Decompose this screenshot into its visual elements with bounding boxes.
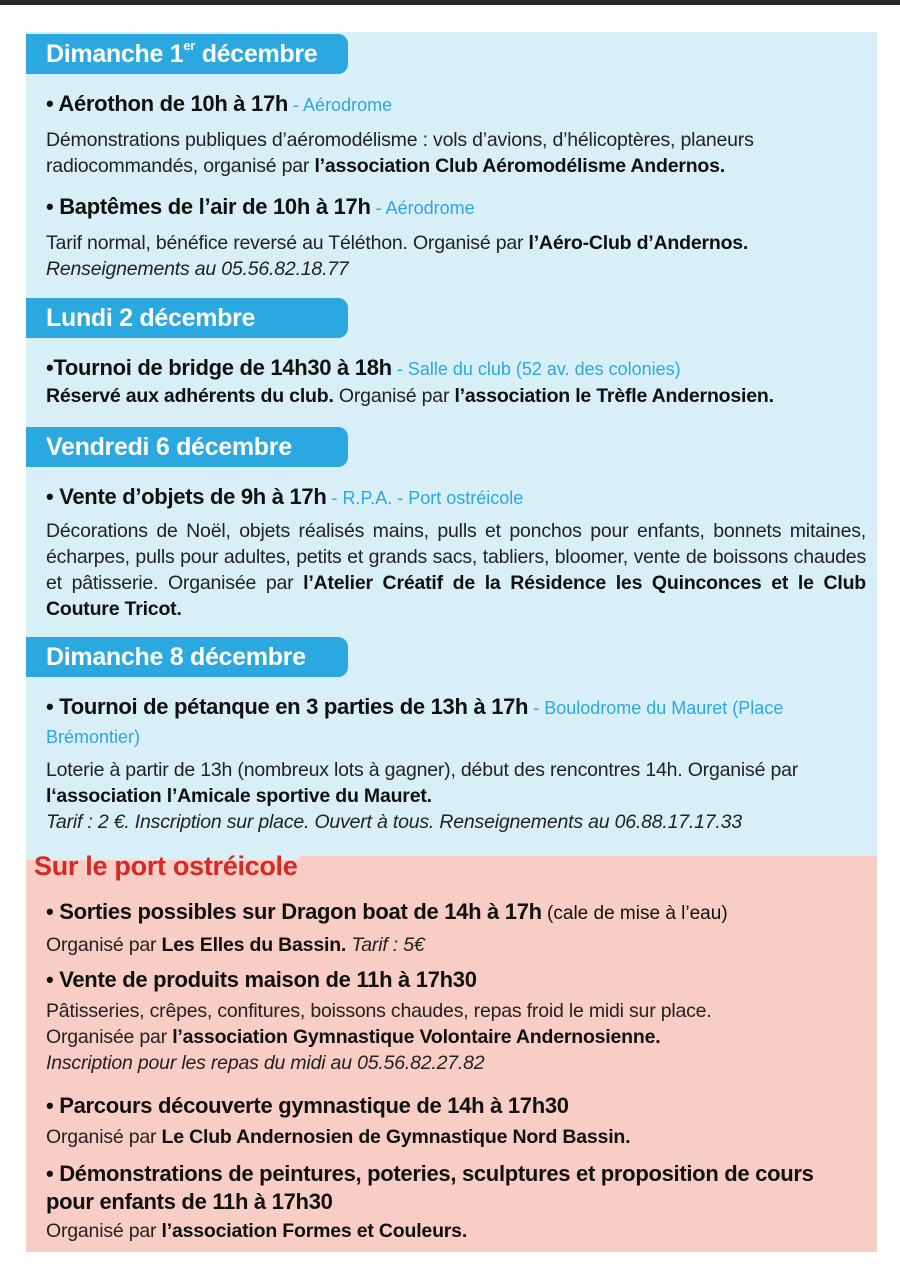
organizer: l’association Formes et Couleurs. bbox=[161, 1220, 468, 1242]
event-produits-maison bbox=[46, 966, 866, 1076]
event-info: Inscription pour les repas du midi au 05.56.82.27.82 bbox=[46, 1052, 485, 1074]
organizer: Les Elles du Bassin. bbox=[161, 934, 347, 956]
event-info: Tarif : 2 €. Inscription sur place. Ouvert à tous. Renseignements au 06.88.17.17.33 bbox=[46, 811, 742, 833]
event-title-text: • Vente d’objets de 9h à 17h bbox=[46, 484, 327, 509]
section-header-dec8 bbox=[26, 637, 348, 677]
event-title bbox=[46, 354, 866, 383]
event-petanque bbox=[46, 693, 866, 835]
event-title bbox=[46, 693, 866, 751]
section-header-dec1 bbox=[26, 34, 348, 74]
description-text: Organisée par bbox=[46, 1026, 173, 1048]
description-text: Décorations de Noël, objets réalisés mains, pulls et ponchos pour enfants, bonnets mitaines, écharpes, pulls pour adultes, petits et grands sacs, tabliers, bloomer, vente de boissons chaudes et pâtisserie. Organisée par bbox=[46, 520, 866, 594]
section-header-port: Sur le port ostréicole bbox=[34, 851, 298, 881]
section-header-dec2 bbox=[26, 298, 348, 338]
event-dragon-boat bbox=[46, 898, 866, 958]
organizer: l’association Club Aéromodélisme Andernos. bbox=[314, 155, 726, 177]
event-title-text: • Tournoi de pétanque en 3 parties de 13h à 17h bbox=[46, 694, 529, 719]
event-title-text: •Tournoi de bridge de 14h30 à 18h bbox=[46, 355, 392, 380]
header-text: Dimanche 8 décembre bbox=[46, 643, 306, 671]
organizer: l’association le Trèfle Andernosien. bbox=[454, 385, 774, 407]
event-title-text: • Parcours découverte gymnastique de 14h à 17h30 bbox=[46, 1093, 569, 1118]
event-title bbox=[46, 1160, 866, 1216]
event-description-line: Pâtisseries, crêpes, confitures, boissons chaudes, repas froid le midi sur place. bbox=[46, 1000, 712, 1022]
event-title bbox=[46, 90, 866, 119]
event-title bbox=[46, 483, 866, 512]
event-description bbox=[46, 1024, 866, 1050]
header-sup: er bbox=[183, 38, 196, 53]
event-info: Renseignements au 05.56.82.18.77 bbox=[46, 258, 349, 280]
event-parcours-gym bbox=[46, 1092, 866, 1150]
event-title-text: • Aérothon de 10h à 17h bbox=[46, 91, 289, 116]
event-aerothon bbox=[46, 90, 866, 179]
organizer: l’Aéro-Club d’Andernos. bbox=[528, 232, 749, 254]
description-bold: Réservé aux adhérents du club. bbox=[46, 385, 334, 407]
event-description bbox=[46, 1218, 866, 1244]
event-description bbox=[46, 230, 866, 256]
event-info: Tarif : 5€ bbox=[346, 934, 425, 956]
event-description bbox=[46, 383, 866, 409]
description-text: Organisé par bbox=[333, 385, 455, 407]
event-title-text: • Démonstrations de peintures, poteries, sculptures et proposition de cours pour enfants de 11h à 17h30 bbox=[46, 1161, 814, 1214]
description-text: Démonstrations publiques d’aéromodélisme : vols d’avions, d’hélicoptères, planeurs radiocommandés, organisé par bbox=[46, 129, 754, 177]
section-header-dec6 bbox=[26, 427, 348, 467]
event-location: - Salle du club (52 av. des colonies) bbox=[391, 359, 681, 379]
event-location: - R.P.A. - Port ostréicole bbox=[326, 488, 524, 508]
event-location: - Boulodrome du Mauret (Place Brémontier) bbox=[46, 698, 784, 747]
description-text: Organisé par bbox=[46, 934, 162, 956]
event-title-text: • Sorties possibles sur Dragon boat de 14h à 17h bbox=[46, 899, 542, 924]
event-location: (cale de mise à l’eau) bbox=[541, 903, 728, 924]
event-baptemes bbox=[46, 193, 866, 282]
event-title-text: • Vente de produits maison de 11h à 17h30 bbox=[46, 967, 477, 992]
event-description bbox=[46, 127, 866, 179]
description-text: Organisé par bbox=[46, 1220, 162, 1242]
header-text: Vendredi 6 décembre bbox=[46, 433, 292, 461]
event-location: - Aérodrome bbox=[370, 198, 475, 218]
event-location: - Aérodrome bbox=[288, 95, 393, 115]
event-description bbox=[46, 1124, 866, 1150]
description-text: Loterie à partir de 13h (nombreux lots à gagner), début des rencontres 14h. Organisé par bbox=[46, 759, 799, 781]
event-title bbox=[46, 966, 866, 994]
event-description bbox=[46, 518, 866, 622]
event-title bbox=[46, 193, 866, 222]
event-description bbox=[46, 757, 866, 809]
event-bridge bbox=[46, 354, 866, 409]
event-title bbox=[46, 1092, 866, 1120]
event-demonstrations bbox=[46, 1160, 866, 1244]
top-border bbox=[0, 0, 900, 5]
description-text: Tarif normal, bénéfice reversé au Téléthon. Organisé par bbox=[46, 232, 529, 254]
header-text: Dimanche 1 bbox=[46, 40, 184, 68]
header-text: Lundi 2 décembre bbox=[46, 304, 256, 332]
event-vente-objets bbox=[46, 483, 866, 622]
organizer: l‘association l’Amicale sportive du Mauret. bbox=[46, 785, 432, 807]
organizer: Le Club Andernosien de Gymnastique Nord Bassin. bbox=[161, 1126, 631, 1148]
description-text: Organisé par bbox=[46, 1126, 162, 1148]
organizer: l’association Gymnastique Volontaire Andernosienne. bbox=[172, 1026, 661, 1048]
organizer: l’Atelier Créatif de la Résidence les Quinconces et le Club Couture Tricot. bbox=[46, 572, 866, 620]
event-title bbox=[46, 898, 866, 928]
event-title-text: • Baptêmes de l’air de 10h à 17h bbox=[46, 194, 371, 219]
header-text-suffix: décembre bbox=[195, 40, 318, 68]
event-description bbox=[46, 932, 866, 958]
